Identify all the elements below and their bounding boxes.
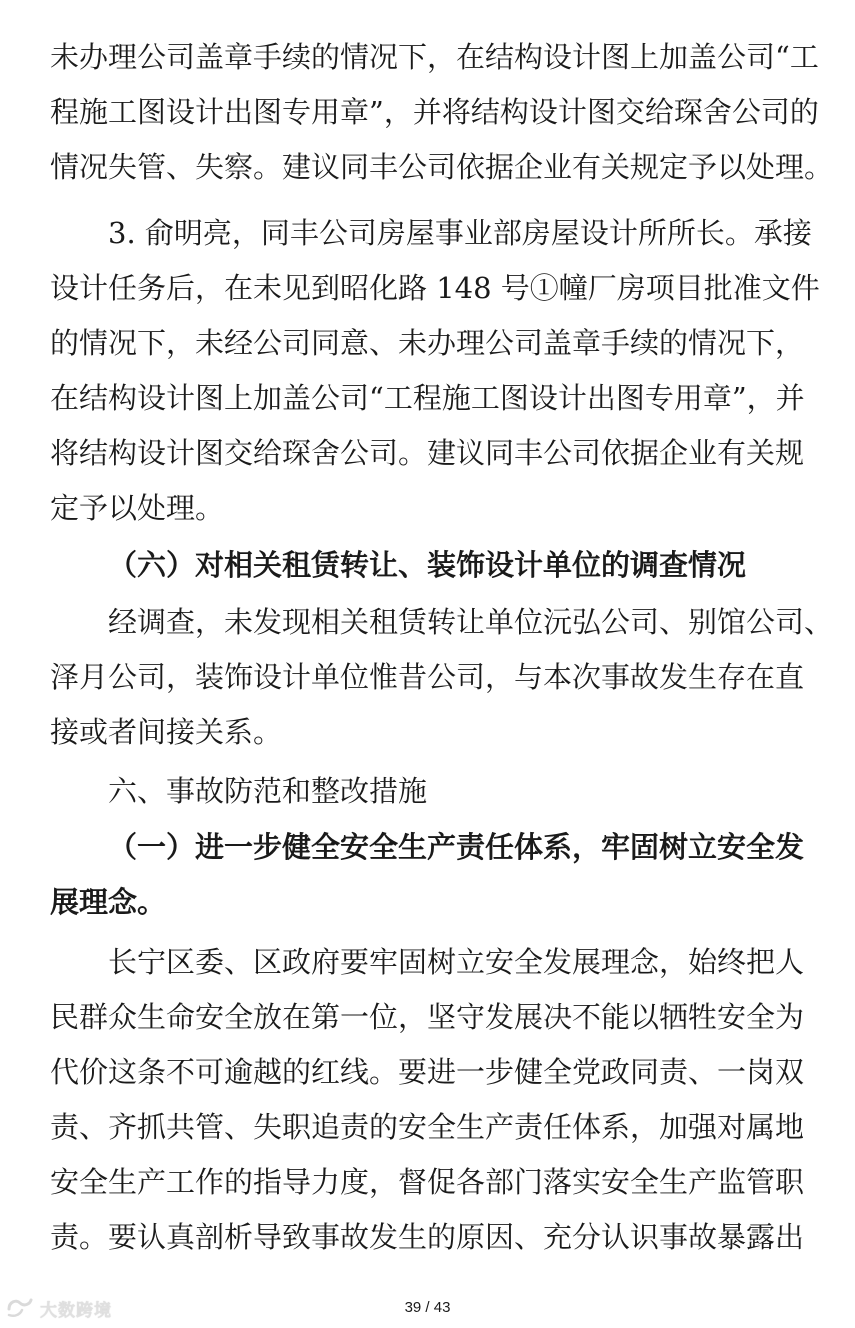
line-text: 情况失管、失察。建议同丰公司依据企业有关规定予以处理。 [50, 150, 834, 184]
brand-logo-icon [6, 1297, 34, 1319]
line-text: 安全生产工作的指导力度，督促各部门落实安全生产监管职 [50, 1165, 805, 1199]
text-line [0, 137, 855, 197]
text-line [0, 203, 855, 263]
text-line [0, 82, 855, 142]
line-text: 程施工图设计出图专用章”，并将结构设计图交给琛舍公司的 [50, 95, 819, 129]
text-line [0, 1042, 855, 1102]
subsection-heading [0, 817, 855, 877]
subsection-heading [0, 535, 855, 595]
line-text: 未办理公司盖章手续的情况下，在结构设计图上加盖公司“工 [50, 40, 819, 74]
line-text: 的情况下，未经公司同意、未办理公司盖章手续的情况下， [50, 326, 805, 360]
watermark-text: 大数跨境 [40, 1300, 112, 1321]
line-text: 在结构设计图上加盖公司“工程施工图设计出图专用章”，并 [50, 381, 805, 415]
text-line [0, 592, 855, 652]
line-text: 责。要认真剖析导致事故发生的原因、充分认识事故暴露出 [50, 1220, 805, 1254]
line-text: 设计任务后，在未见到昭化路 148 号①幢厂房项目批准文件 [50, 271, 820, 305]
line-text: 长宁区委、区政府要牢固树立安全发展理念，始终把人 [108, 945, 805, 979]
text-line [0, 313, 855, 373]
text-line [0, 478, 855, 538]
text-line [0, 1207, 855, 1267]
line-text: 接或者间接关系。 [50, 715, 283, 749]
text-line [0, 932, 855, 992]
text-line [0, 258, 855, 318]
text-line [0, 702, 855, 762]
line-text: 3. 俞明亮，同丰公司房屋事业部房屋设计所所长。承接 [108, 216, 812, 250]
subsection-heading-text: （一）进一步健全安全生产责任体系，牢固树立安全发 [108, 830, 805, 864]
subsection-heading-text: 展理念。 [50, 885, 167, 919]
page-number: 39 / 43 [404, 1299, 451, 1316]
watermark [6, 1293, 112, 1323]
section-heading-text: 六、事故防范和整改措施 [108, 774, 428, 808]
subsection-heading-text: （六）对相关租赁转让、装饰设计单位的调查情况 [108, 548, 747, 582]
text-line [0, 647, 855, 707]
line-text: 责、齐抓共管、失职追责的安全生产责任体系，加强对属地 [50, 1110, 805, 1144]
text-line [0, 423, 855, 483]
line-text: 经调查，未发现相关租赁转让单位沅弘公司、别馆公司、 [108, 605, 834, 639]
line-text: 代价这条不可逾越的红线。要进一步健全党政同责、一岗双 [50, 1055, 805, 1089]
line-text: 泽月公司，装饰设计单位惟昔公司，与本次事故发生存在直 [50, 660, 805, 694]
text-line [0, 27, 855, 87]
text-line [0, 1152, 855, 1212]
text-line [0, 1097, 855, 1157]
section-heading [0, 761, 855, 821]
line-text: 将结构设计图交给琛舍公司。建议同丰公司依据企业有关规 [50, 436, 805, 470]
text-line [0, 368, 855, 428]
text-line [0, 987, 855, 1047]
line-text: 定予以处理。 [50, 491, 225, 525]
subsection-heading [0, 872, 855, 932]
line-text: 民群众生命安全放在第一位，坚守发展决不能以牺牲安全为 [50, 1000, 805, 1034]
